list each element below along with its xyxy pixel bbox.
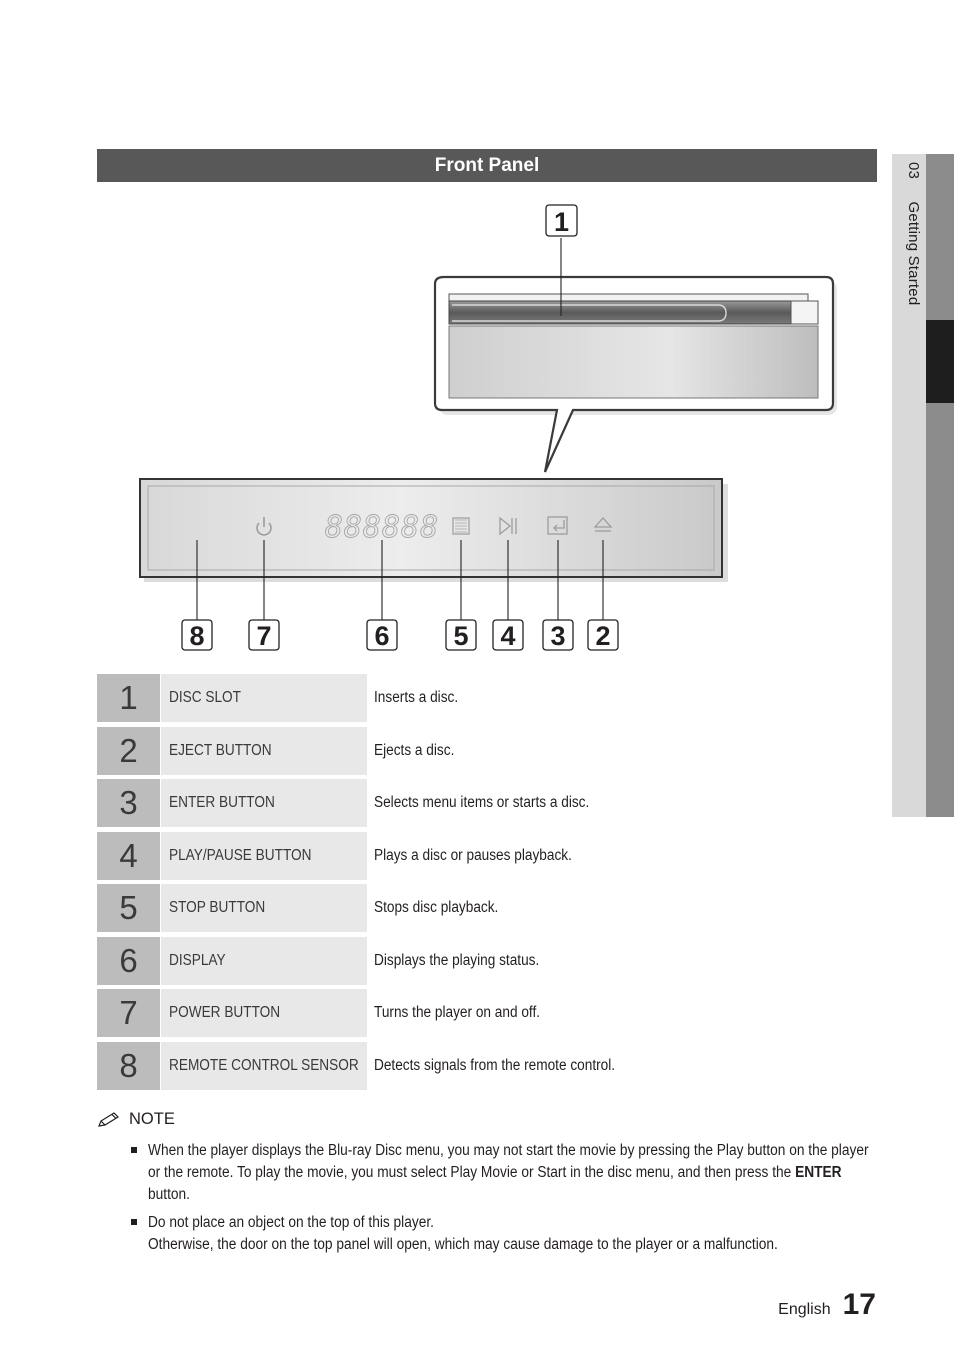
svg-text:7: 7 <box>256 621 272 651</box>
row-number: 7 <box>97 989 160 1037</box>
row-name: POWER BUTTON <box>161 989 367 1037</box>
svg-text:5: 5 <box>453 621 469 651</box>
row-name: EJECT BUTTON <box>161 727 367 775</box>
row-number: 3 <box>97 779 160 827</box>
row-description: Inserts a disc. <box>374 689 459 706</box>
note-text: button. <box>148 1186 190 1203</box>
note-label: NOTE <box>129 1110 175 1128</box>
row-description: Ejects a disc. <box>374 741 455 759</box>
note-list <box>131 1140 881 1262</box>
row-description: Turns the player on and off. <box>374 1004 541 1021</box>
page-footer <box>778 1288 876 1322</box>
row-name: ENTER BUTTON <box>161 779 367 827</box>
note-emphasis: ENTER <box>795 1164 842 1181</box>
table-row <box>97 727 877 775</box>
table-row <box>97 1042 877 1090</box>
row-description: Detects signals from the remote control. <box>374 1056 616 1074</box>
callout-2 <box>588 620 618 651</box>
callout-5 <box>446 620 476 651</box>
row-name: REMOTE CONTROL SENSOR <box>161 1042 367 1090</box>
table-row <box>97 989 877 1037</box>
row-description: Selects menu items or starts a disc. <box>374 794 590 811</box>
row-description: Displays the playing status. <box>374 951 540 969</box>
row-number: 1 <box>97 674 160 722</box>
stop-icon <box>453 518 469 534</box>
chapter-number: 03 <box>905 162 922 180</box>
callout-4 <box>493 620 523 651</box>
callout-3 <box>543 620 573 651</box>
callout-6 <box>367 620 397 651</box>
note-text: When the player displays the Blu-ray Disc menu, you may not start the movie by pressing the Play button on the player or the remote. To play the movie, you must select Play Movie or Start in the disc menu, and then press the <box>148 1142 869 1181</box>
pencil-icon <box>97 1111 121 1129</box>
svg-text:1: 1 <box>553 207 570 237</box>
row-number: 6 <box>97 937 160 985</box>
row-number: 2 <box>97 727 160 775</box>
svg-text:3: 3 <box>550 621 566 651</box>
table-row <box>97 779 877 827</box>
display-digits: 888888 <box>324 510 440 545</box>
table-row <box>97 884 877 932</box>
callout-7 <box>249 620 279 651</box>
section-title: Front Panel <box>97 149 877 182</box>
table-row <box>97 832 877 880</box>
svg-text:2: 2 <box>595 621 611 651</box>
callout-8 <box>182 620 212 651</box>
note-item <box>131 1140 881 1206</box>
note-text: Otherwise, the door on the top panel will open, which may cause damage to the player or a malfunction. <box>148 1236 778 1253</box>
note-item <box>131 1212 881 1256</box>
svg-text:8: 8 <box>189 621 205 651</box>
note-heading <box>97 1110 175 1129</box>
footer-language: English <box>778 1301 831 1318</box>
svg-text:4: 4 <box>500 621 516 651</box>
svg-text:6: 6 <box>374 621 390 651</box>
row-description: Stops disc playback. <box>374 899 499 916</box>
chapter-title: Getting Started <box>905 201 922 306</box>
callout-1 <box>546 205 577 237</box>
row-name: DISC SLOT <box>161 674 367 722</box>
table-row <box>97 937 877 985</box>
row-description: Plays a disc or pauses playback. <box>374 846 572 864</box>
row-name: STOP BUTTON <box>161 884 367 932</box>
note-text: Do not place an object on the top of this player. <box>148 1214 434 1231</box>
page-number: 17 <box>842 1288 876 1321</box>
disc-slot-zoom <box>435 277 837 472</box>
row-number: 4 <box>97 832 160 880</box>
row-number: 8 <box>97 1042 160 1090</box>
table-row <box>97 674 877 722</box>
row-number: 5 <box>97 884 160 932</box>
row-name: PLAY/PAUSE BUTTON <box>161 832 367 880</box>
row-name: DISPLAY <box>161 937 367 985</box>
front-panel-table <box>97 674 877 1094</box>
